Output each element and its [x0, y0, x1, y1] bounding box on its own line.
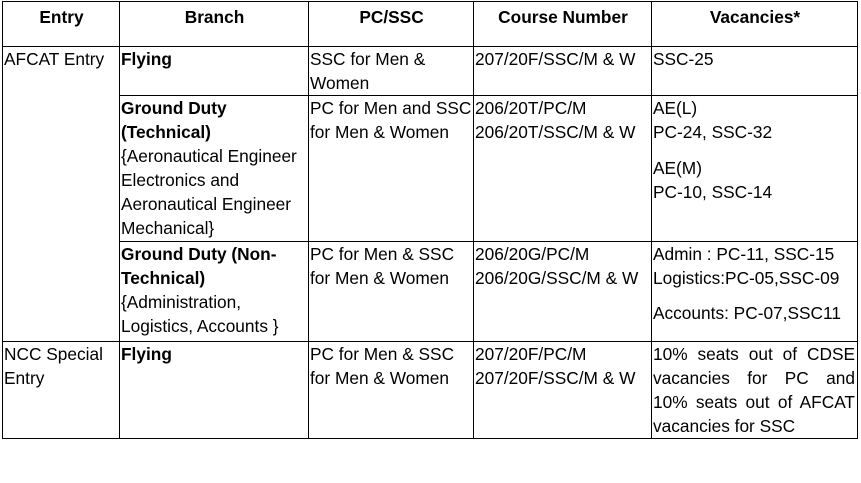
vacancy-text: AE(L): [653, 98, 698, 118]
header-entry: Entry: [3, 2, 120, 47]
course-number: 207/20F/SSC/M & W: [475, 49, 636, 69]
table-row: [3, 242, 858, 342]
branch-cell: [120, 242, 309, 342]
course-number: 206/20T/PC/M: [475, 98, 587, 118]
course-number: 206/20T/SSC/M & W: [475, 122, 636, 142]
entry-cell-empty: [3, 242, 120, 342]
branch-name: Flying: [121, 49, 172, 69]
branch-cell: [120, 47, 309, 96]
branch-name: Ground Duty (Non-Technical): [121, 244, 277, 288]
entry-cell: NCC Special Entry: [3, 342, 120, 439]
vacancy-text: PC-10, SSC-14: [653, 182, 773, 202]
vacancies-cell: [652, 47, 858, 96]
course-number: 207/20F/PC/M: [475, 344, 587, 364]
header-vacancies: Vacancies*: [652, 2, 858, 47]
header-course-number: Course Number: [474, 2, 652, 47]
vacancy-text: Admin : PC-11, SSC-15: [653, 244, 835, 264]
pc-ssc-cell: SSC for Men & Women: [309, 47, 474, 96]
branch-name: Ground Duty (Technical): [121, 98, 227, 142]
branch-cell: [120, 342, 309, 439]
pc-ssc-cell: PC for Men & SSC for Men & Women: [309, 342, 474, 439]
vacancy-text: AE(M): [653, 158, 702, 178]
branch-detail: {Administration, Logistics, Accounts }: [121, 292, 279, 336]
entry-vacancy-table: [2, 1, 858, 439]
branch-cell: [120, 96, 309, 242]
course-number-cell: [474, 47, 652, 96]
pc-ssc-cell: PC for Men & SSC for Men & Women: [309, 242, 474, 342]
spacer: [653, 290, 857, 301]
vacancy-text: SSC-25: [653, 49, 714, 69]
header-branch: Branch: [120, 2, 309, 47]
vacancies-cell: 10% seats out of CDSE vacancies for PC and 10% seats out of AFCAT vacancies for SSC: [652, 342, 858, 439]
branch-detail: {Aeronautical Engineer Electronics and Aeronautical Engineer Mechanical}: [121, 146, 297, 238]
branch-name: Flying: [121, 344, 172, 364]
course-number-cell: [474, 242, 652, 342]
spacer: [653, 144, 857, 156]
table-row: [3, 47, 858, 96]
table-row: [3, 342, 858, 439]
course-number: 207/20F/SSC/M & W: [475, 368, 636, 388]
table-header-row: [3, 2, 858, 47]
vacancies-cell: [652, 242, 858, 342]
vacancies-cell: [652, 96, 858, 242]
course-number: 206/20G/PC/M: [475, 244, 590, 264]
pc-ssc-cell: PC for Men and SSC for Men & Women: [309, 96, 474, 242]
entry-cell: AFCAT Entry: [3, 47, 120, 96]
course-number-cell: [474, 96, 652, 242]
vacancy-text: PC-24, SSC-32: [653, 122, 773, 142]
entry-cell-empty: [3, 96, 120, 242]
vacancy-text: Accounts: PC-07,SSC11: [653, 303, 841, 323]
header-pc-ssc: PC/SSC: [309, 2, 474, 47]
course-number: 206/20G/SSC/M & W: [475, 268, 639, 288]
vacancy-text: Logistics:PC-05,SSC-09: [653, 268, 840, 288]
course-number-cell: [474, 342, 652, 439]
table-row: [3, 96, 858, 242]
